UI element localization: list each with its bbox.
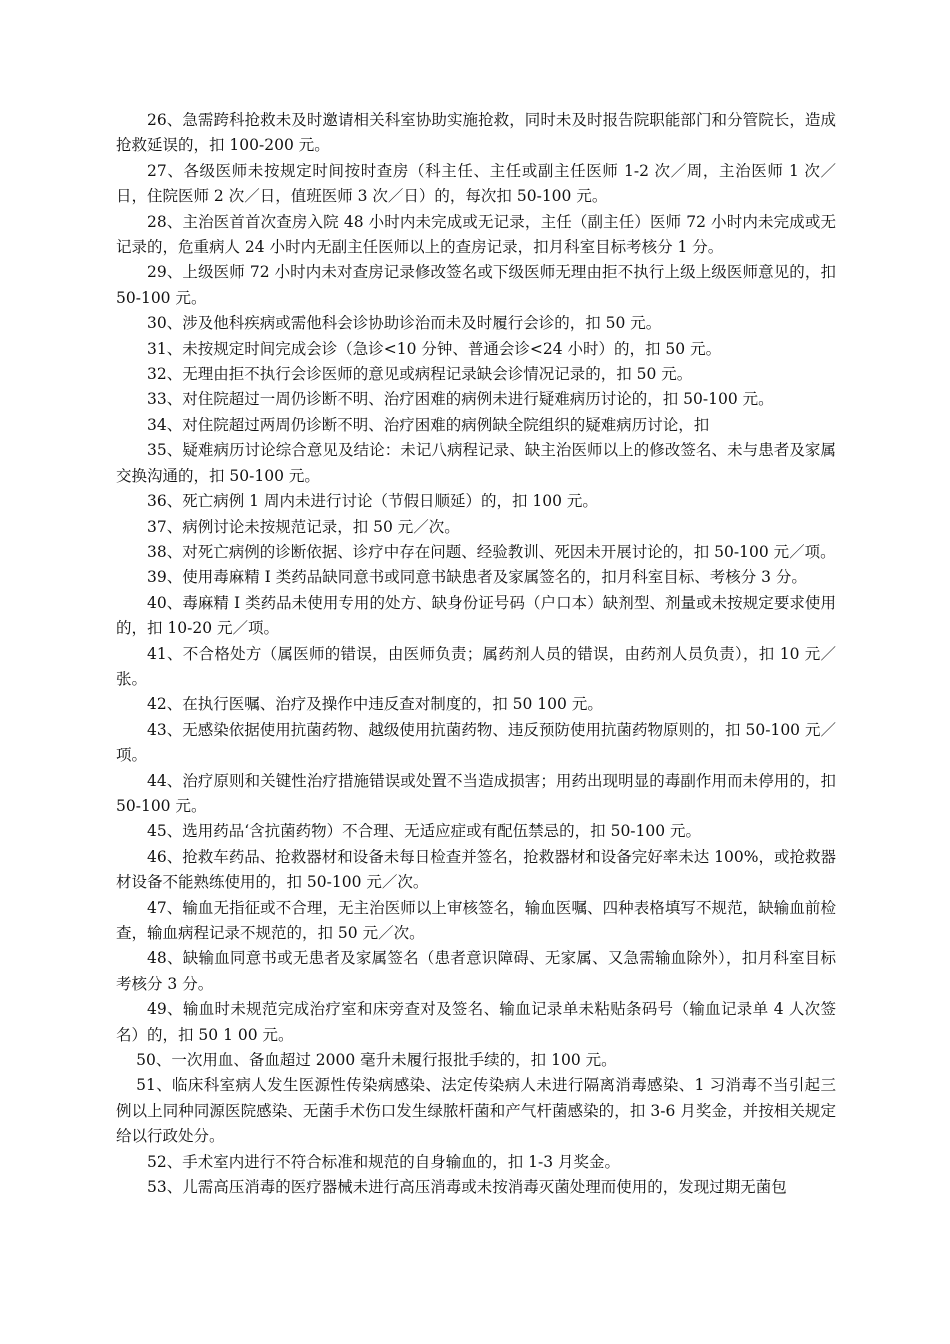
rule-paragraph-38: 38、对死亡病例的诊断依据、诊疗中存在问题、经验教训、死因未开展讨论的，扣 50-100 元／项。	[147, 542, 836, 561]
rule-paragraph-37: 37、病例讨论未按规范记录，扣 50 元／次。	[147, 517, 460, 536]
rule-paragraph-45: 45、选用药品‘含抗菌药物）不合理、无适应症或有配伍禁忌的，扣 50-100 元。	[147, 822, 702, 841]
rule-paragraph-27: 27、各级医师未按规定时间按时查房（科主任、主任或副主任医师 1-2 次／周，主治医师 1 次／日，住院医师 2 次／日，值班医师 3 次／日）的，每次扣 50-100 元。	[116, 161, 836, 206]
rule-paragraph-28: 28、主治医首首次查房入院 48 小时内未完成或无记录，主任（副主任）医师 72 小时内未完成或无记录的，危重病人 24 小时内无副主任医师以上的查房记录，扣月科室目标考核分 1 分。	[116, 212, 836, 257]
rule-paragraph-34: 34、对住院超过两周仍诊断不明、治疗困难的病例缺全院组织的疑难病历讨论，扣	[147, 415, 710, 434]
rule-paragraph-40: 40、毒麻精 I 类药品未使用专用的处方、缺身份证号码（户口本）缺剂型、剂量或未按规定要求使用的，扣 10-20 元／项。	[116, 593, 836, 638]
rule-paragraph-49: 49、输血时未规范完成治疗室和床旁查对及签名、输血记录单未粘贴条码号（输血记录单 4 人次签名）的，扣 50 1 00 元。	[116, 1000, 836, 1044]
document-page	[116, 108, 836, 1200]
rule-paragraph-53: 53、儿需高压消毒的医疗器械未进行高压消毒或未按消毒灭菌处理而使用的，发现过期无菌包	[147, 1178, 787, 1197]
rule-paragraph-46: 46、抢救车药品、抢救器材和设备未每日检查并签名，抢救器材和设备完好率未达 100%，或抢救器材设备不能熟练使用的，扣 50-100 元／次。	[116, 847, 836, 892]
rule-paragraph-43: 43、无感染依据使用抗菌药物、越级使用抗菌药物、违反预防使用抗菌药物原则的，扣 50-100 元／项。	[116, 720, 836, 765]
rule-paragraph-52: 52、手术室内进行不符合标准和规范的自身输血的，扣 1-3 月奖金。	[147, 1152, 621, 1171]
rule-paragraph-29: 29、上级医师 72 小时内未对查房记录修改签名或下级医师无理由拒不执行上级上级医师意见的，扣 50-100 元。	[116, 263, 836, 307]
rule-paragraph-31: 31、未按规定时间完成会诊（急诊<10 分钟、普通会诊<24 小时）的，扣 50 元。	[147, 339, 722, 358]
rule-paragraph-30: 30、涉及他科疾病或需他科会诊协助诊治而未及时履行会诊的，扣 50 元。	[147, 314, 662, 333]
rule-paragraph-26: 26、急需跨科抢救未及时邀请相关科室协助实施抢救，同时未及时报告院职能部门和分管院长，造成抢救延误的，扣 100-200 元。	[116, 111, 836, 155]
rule-paragraph-36: 36、死亡病例 1 周内未进行讨论（节假日顺延）的，扣 100 元。	[147, 492, 598, 511]
rule-paragraph-42: 42、在执行医嘱、治疗及操作中违反查对制度的，扣 50 100 元。	[147, 695, 603, 714]
rule-paragraph-48: 48、缺输血同意书或无患者及家属签名（患者意识障碍、无家属、又急需输血除外），扣月科室目标考核分 3 分。	[116, 949, 836, 993]
rule-paragraph-33: 33、对住院超过一周仍诊断不明、治疗困难的病例未进行疑难病历讨论的，扣 50-100 元。	[147, 390, 774, 409]
rule-paragraph-39: 39、使用毒麻精 I 类药品缺同意书或同意书缺患者及家属签名的，扣月科室目标、考核分 3 分。	[147, 568, 807, 587]
rule-paragraph-50: 50、一次用血、备血超过 2000 毫升未履行报批手续的，扣 100 元。	[136, 1051, 617, 1070]
rule-paragraph-47: 47、输血无指征或不合理，无主治医师以上审核签名，输血医嘱、四种表格填写不规范，缺输血前检查，输血病程记录不规范的，扣 50 元／次。	[116, 898, 836, 942]
rule-paragraph-51: 51、临床科室病人发生医源性传染病感染、法定传染病人未进行隔离消毒感染、1 习消毒不当引起三例以上同种同源医院感染、无菌手术伤口发生绿脓杆菌和产气杆菌感染的，扣 3-6 月奖金，并按相关规定给以行政处分。	[116, 1076, 836, 1146]
rule-paragraph-35: 35、疑难病历讨论综合意见及结论：未记八病程记录、缺主治医师以上的修改签名、未与患者及家属交换沟通的，扣 50-100 元。	[116, 441, 836, 485]
rule-paragraph-32: 32、无理由拒不执行会诊医师的意见或病程记录缺会诊情况记录的，扣 50 元。	[147, 365, 693, 384]
rule-paragraph-41: 41、不合格处方（属医师的错误，由医师负责；属药剂人员的错误，由药剂人员负责），扣 10 元／张。	[116, 644, 836, 688]
rule-paragraph-44: 44、治疗原则和关键性治疗措施错误或处置不当造成损害；用药出现明显的毒副作用而未停用的，扣 50-100 元。	[116, 771, 836, 815]
